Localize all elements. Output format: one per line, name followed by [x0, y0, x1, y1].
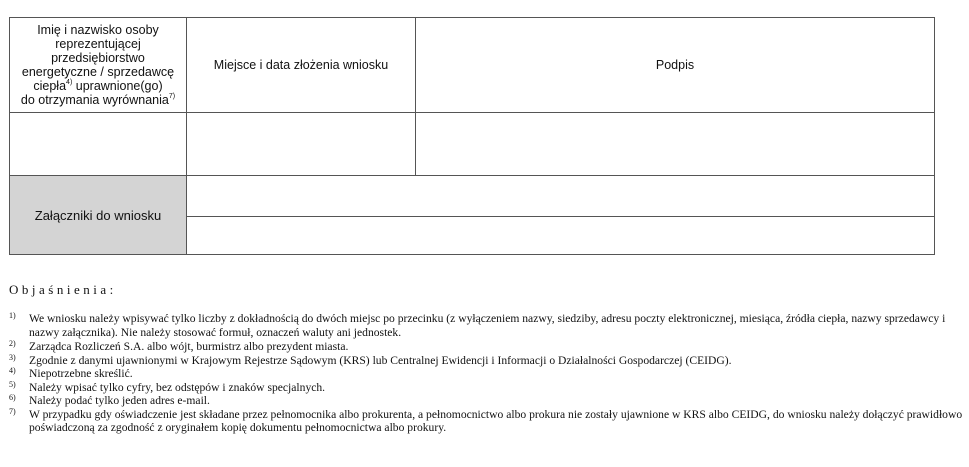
note-text: Należy wpisać tylko cyfry, bez odstępów i znaków specjalnych.: [29, 380, 326, 394]
attachments-label: Załączniki do wniosku: [10, 176, 187, 255]
line-5-text: ciepła: [33, 79, 67, 93]
signature-field[interactable]: [416, 113, 935, 176]
note-3: [9, 354, 964, 368]
signature-table: [9, 17, 935, 255]
note-4: [9, 367, 964, 381]
header-representative-line-4: energetyczne / sprzedawcę: [21, 65, 175, 79]
header-representative-line-3: przedsiębiorstwo: [51, 51, 145, 65]
note-text: Zarządca Rozliczeń S.A. albo wójt, burmistrz albo prezydent miasta.: [29, 340, 349, 353]
header-representative-line-2: reprezentującej: [55, 37, 141, 51]
attachment-field-1[interactable]: [187, 176, 935, 217]
representative-name-field[interactable]: [10, 113, 187, 176]
note-text: Zgodnie z danymi ujawnionymi w Krajowym Rejestrze Sądowym (KRS) lub Centralnej Ewidencji i Informacji o Działalności Gospodarczej (CEIDG).: [29, 353, 732, 367]
note-number: 3): [9, 352, 16, 362]
note-text: Należy podać tylko jeden adres e-mail.: [29, 394, 210, 407]
header-representative-line-1: Imię i nazwisko osoby: [37, 23, 159, 37]
attachment-field-2[interactable]: [187, 217, 935, 255]
note-text: Niepotrzebne skreślić.: [29, 367, 133, 380]
attachments-row-1: [10, 176, 935, 217]
explanations-section: [9, 282, 964, 435]
note-1: [9, 312, 964, 339]
header-representative-line-6: [16, 93, 180, 107]
note-number: 4): [9, 366, 16, 375]
note-number: 5): [9, 379, 16, 389]
note-text: W przypadku gdy oświadczenie jest składane przez pełnomocnika albo prokurenta, a pełnomocnictwo albo prokura nie zostały ujawnione w KRS albo CEIDG, do wniosku należy dołączyć prawidłowo poświadczoną za zgodność z oryginałem kopię dokumentu pełnomocnictwa albo prokury.: [29, 407, 963, 434]
note-text: We wniosku należy wpisywać tylko liczby z dokładnością do dwóch miejsc po przecinku (z wyłączeniem nazwy, siedziby, adresu poczty elektronicznej, miesiąca, źródła ciepła, nazwy sprzedawcy i nazwy załącznika). Nie należy stosować formuł, oznaczeń waluty ani jednostek.: [29, 312, 946, 339]
note-6: [9, 394, 964, 408]
note-number: 6): [9, 393, 16, 402]
footnote-ref-4: 4): [66, 79, 73, 86]
note-number: 2): [9, 339, 16, 348]
entry-row: [10, 113, 935, 176]
note-number: 7): [9, 406, 16, 416]
place-date-field[interactable]: [187, 113, 416, 176]
header-representative-line-5: [16, 79, 180, 93]
header-row: [10, 18, 935, 113]
header-signature: Podpis: [416, 18, 935, 113]
note-5: [9, 381, 964, 395]
header-representative: [10, 18, 187, 113]
line-5-text-end: uprawnione(go): [72, 79, 163, 93]
footnote-ref-7: 7): [168, 93, 176, 100]
header-place-date: Miejsce i data złożenia wniosku: [187, 18, 416, 113]
note-number: 1): [9, 311, 16, 320]
line-6-text: do otrzymania wyrównania: [20, 93, 169, 107]
note-7: [9, 408, 964, 435]
note-2: [9, 340, 964, 354]
explanations-title: Objaśnienia:: [9, 282, 117, 297]
